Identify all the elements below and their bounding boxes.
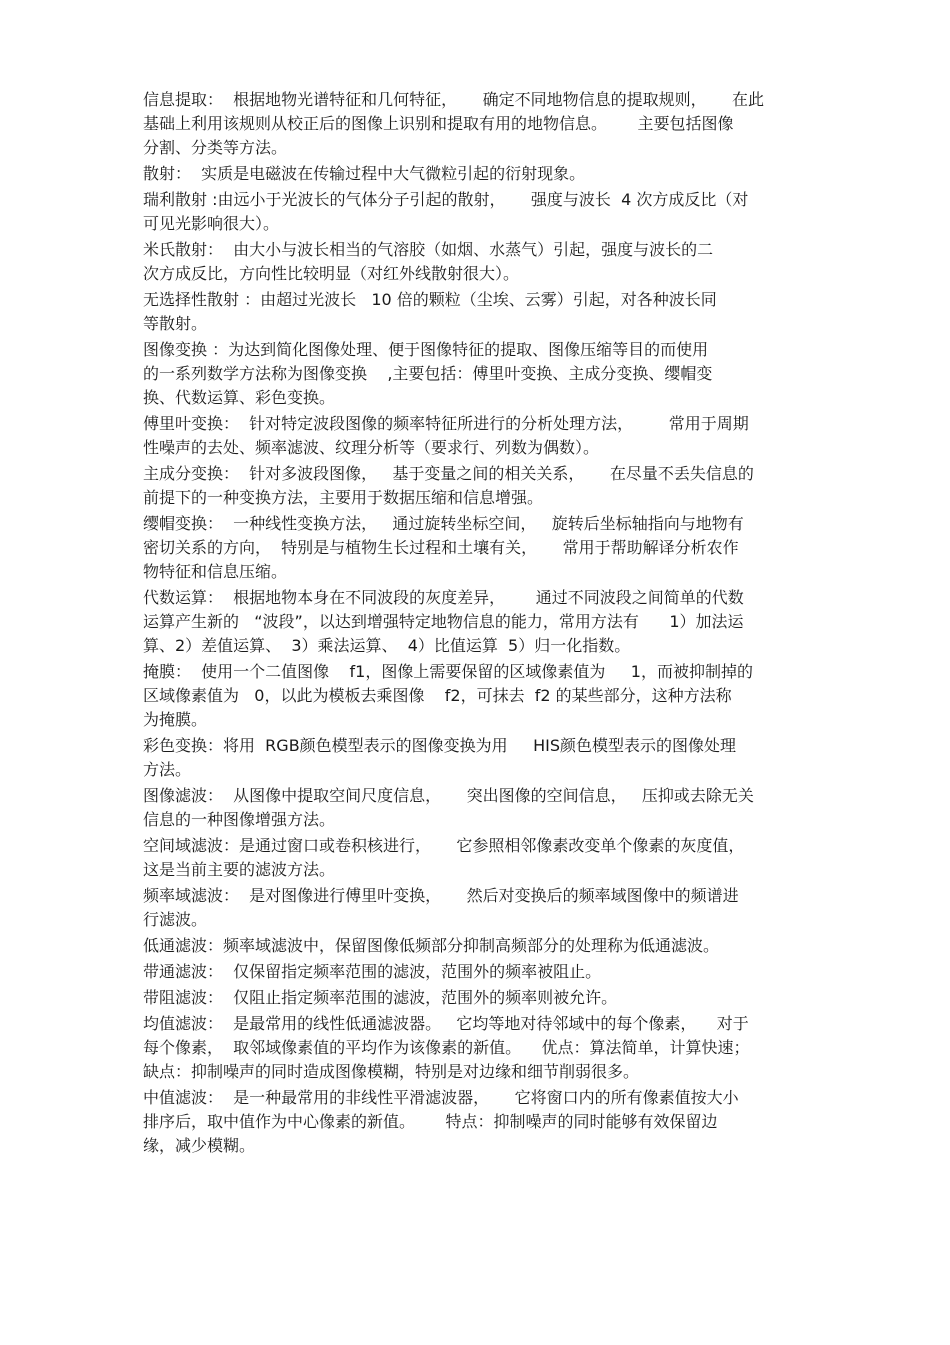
text-line: 缨帽变换： 一种线性变换方法， 通过旋转坐标空间， 旋转后坐标轴指向与地物有 [143, 514, 744, 533]
text-line: 无选择性散射 ：由超过光波长 10 倍的颗粒（尘埃、云雾）引起，对各种波长同 [143, 290, 717, 309]
definition-paragraph [143, 188, 811, 236]
text-line: 缘，减少模糊。 [143, 1136, 256, 1155]
text-line: 代数运算： 根据地物本身在不同波段的灰度差异， 通过不同波段之间简单的代数 [143, 588, 744, 607]
text-line: 图像变换 ：为达到简化图像处理、便于图像特征的提取、图像压缩等目的而使用 [143, 340, 709, 359]
definition-paragraph [143, 1086, 811, 1158]
text-line: 瑞利散射 :由远小于光波长的气体分子引起的散射， 强度与波长 4 次方成反比（对 [143, 190, 749, 209]
text-line: 低通滤波：频率域滤波中，保留图像低频部分抑制高频部分的处理称为低通滤波。 [143, 936, 720, 955]
text-line: 算、2）差值运算、 3）乘法运算、 4）比值运算 5）归一化指数。 [143, 636, 631, 655]
text-line: 运算产生新的 “波段”，以达到增强特定地物信息的能力，常用方法有 1）加法运 [143, 612, 744, 631]
definition-paragraph [143, 784, 811, 832]
text-line: 掩膜： 使用一个二值图像 f1，图像上需要保留的区域像素值为 1，而被抑制掉的 [143, 662, 753, 681]
text-line: 等散射。 [143, 314, 208, 333]
definition-paragraph [143, 338, 811, 410]
text-line: 为掩膜。 [143, 710, 208, 729]
text-line: 这是当前主要的滤波方法。 [143, 860, 336, 879]
definition-paragraph [143, 288, 811, 336]
text-line: 空间域滤波：是通过窗口或卷积核进行， 它参照相邻像素改变单个像素的灰度值， [143, 836, 745, 855]
text-line: 傅里叶变换： 针对特定波段图像的频率特征所进行的分析处理方法， 常用于周期 [143, 414, 749, 433]
definition-paragraph [143, 162, 811, 186]
definition-paragraph [143, 462, 811, 510]
text-line: 散射： 实质是电磁波在传输过程中大气微粒引起的衍射现象。 [143, 164, 586, 183]
text-line: 次方成反比，方向性比较明显（对红外线散射很大）。 [143, 264, 520, 283]
text-line: 米氏散射： 由大小与波长相当的气溶胶（如烟、水蒸气）引起，强度与波长的二 [143, 240, 714, 259]
text-line: 缺点：抑制噪声的同时造成图像模糊，特别是对边缘和细节削弱很多。 [143, 1062, 640, 1081]
text-line: 每个像素， 取邻域像素值的平均作为该像素的新值。 优点：算法简单，计算快速； [143, 1038, 750, 1057]
definition-paragraph [143, 512, 811, 584]
definition-paragraph [143, 734, 811, 782]
definition-paragraph [143, 660, 811, 732]
definition-paragraph [143, 934, 811, 958]
definition-paragraph [143, 88, 811, 160]
text-line: 排序后，取中值作为中心像素的新值。 特点：抑制噪声的同时能够有效保留边 [143, 1112, 718, 1131]
definition-paragraph [143, 960, 811, 984]
text-line: 方法。 [143, 760, 192, 779]
text-line: 前提下的一种变换方法，主要用于数据压缩和信息增强。 [143, 488, 544, 507]
definition-paragraph [143, 884, 811, 932]
text-line: 频率域滤波： 是对图像进行傅里叶变换， 然后对变换后的频率域图像中的频谱进 [143, 886, 739, 905]
document-body [143, 88, 811, 1160]
text-line: 区域像素值为 0，以此为模板去乘图像 f2，可抹去 f2 的某些部分，这种方法称 [143, 686, 732, 705]
text-line: 可见光影响很大）。 [143, 214, 280, 233]
text-line: 信息的一种图像增强方法。 [143, 810, 336, 829]
text-line: 换、代数运算、彩色变换。 [143, 388, 336, 407]
text-line: 性噪声的去处、频率滤波、纹理分析等（要求行、列数为偶数）。 [143, 438, 600, 457]
definition-paragraph [143, 586, 811, 658]
definition-paragraph [143, 412, 811, 460]
text-line: 中值滤波： 是一种最常用的非线性平滑滤波器， 它将窗口内的所有像素值按大小 [143, 1088, 739, 1107]
text-line: 主成分变换： 针对多波段图像， 基于变量之间的相关关系， 在尽量不丢失信息的 [143, 464, 754, 483]
text-line: 带通滤波： 仅保留指定频率范围的滤波，范围外的频率被阻止。 [143, 962, 602, 981]
text-line: 行滤波。 [143, 910, 208, 929]
text-line: 均值滤波： 是最常用的线性低通滤波器。 它均等地对待邻域中的每个像素， 对于 [143, 1014, 749, 1033]
text-line: 带阻滤波： 仅阻止指定频率范围的滤波，范围外的频率则被允许。 [143, 988, 618, 1007]
text-line: 的一系列数学方法称为图像变换 ,主要包括：傅里叶变换、主成分变换、缨帽变 [143, 364, 713, 383]
text-line: 基础上利用该规则从校正后的图像上识别和提取有用的地物信息。 主要包括图像 [143, 114, 734, 133]
definition-paragraph [143, 986, 811, 1010]
text-line: 物特征和信息压缩。 [143, 562, 288, 581]
text-line: 彩色变换：将用 RGB颜色模型表示的图像变换为用 HIS颜色模型表示的图像处理 [143, 736, 737, 755]
text-line: 图像滤波： 从图像中提取空间尺度信息， 突出图像的空间信息， 压抑或去除无关 [143, 786, 754, 805]
definition-paragraph [143, 238, 811, 286]
text-line: 信息提取： 根据地物光谱特征和几何特征， 确定不同地物信息的提取规则， 在此 [143, 90, 765, 109]
definition-paragraph [143, 1012, 811, 1084]
definition-paragraph [143, 834, 811, 882]
text-line: 分割、分类等方法。 [143, 138, 288, 157]
text-line: 密切关系的方向， 特别是与植物生长过程和土壤有关， 常用于帮助解译分析农作 [143, 538, 739, 557]
